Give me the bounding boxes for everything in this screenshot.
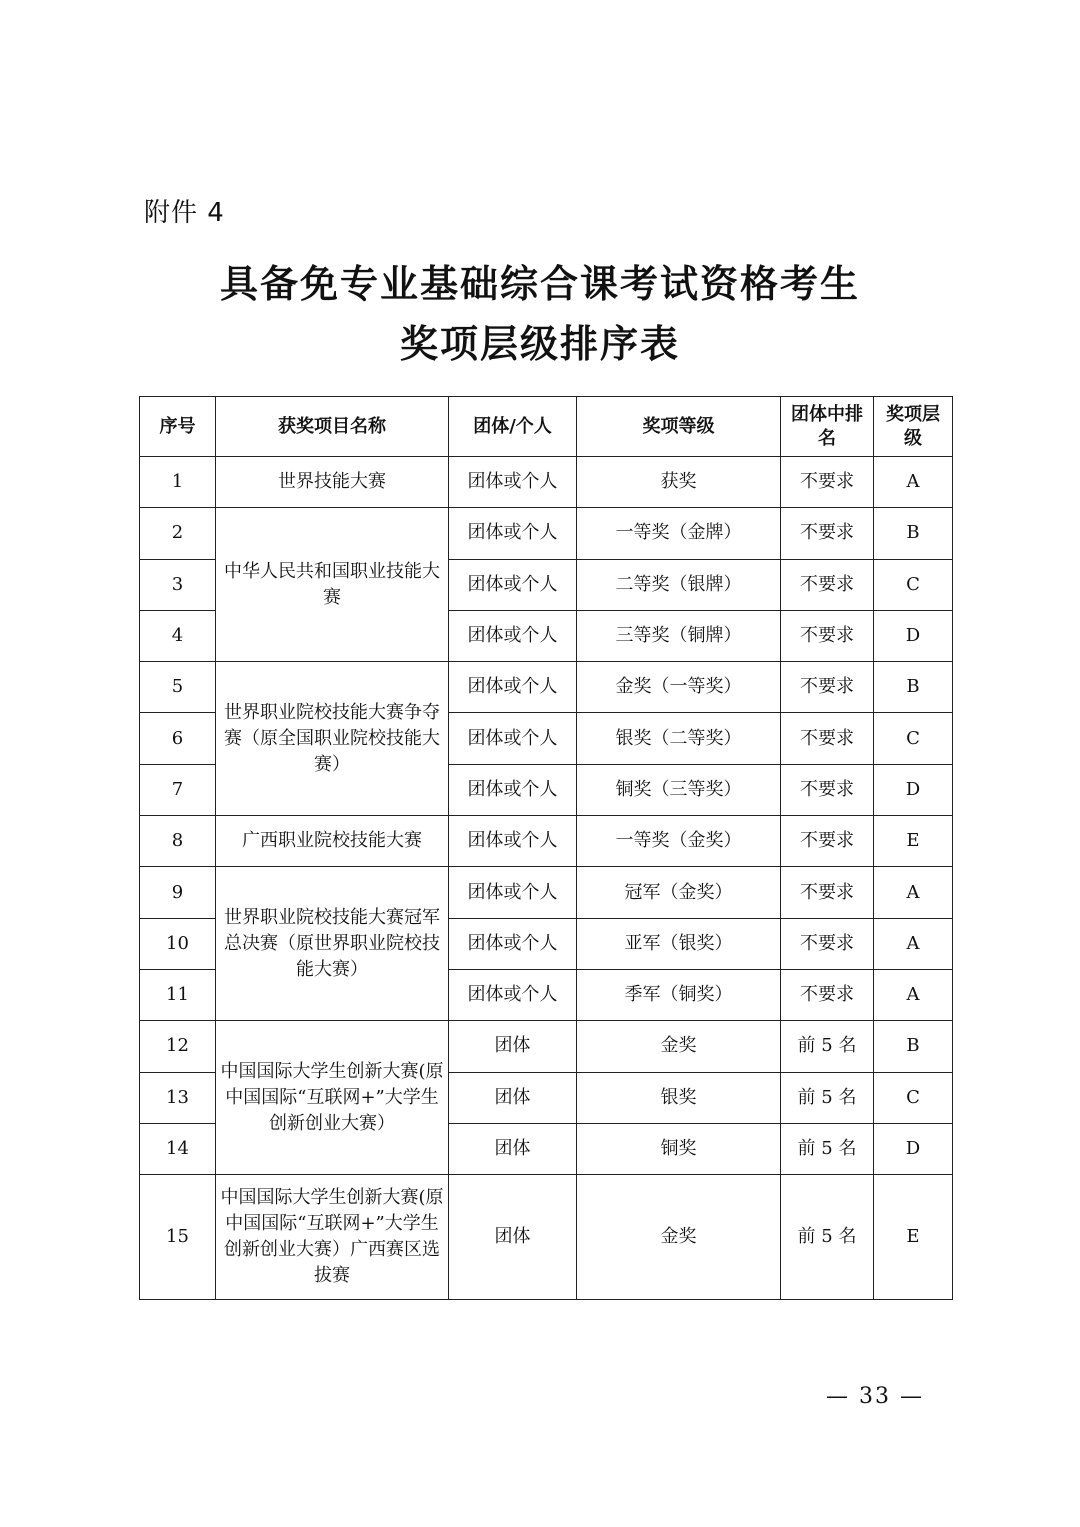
cell-level: D — [874, 764, 953, 815]
cell-no: 9 — [140, 867, 216, 918]
cell-project-name: 中华人民共和国职业技能大赛 — [216, 508, 449, 662]
cell-team-rank: 不要求 — [781, 713, 874, 764]
header-no: 序号 — [140, 397, 216, 457]
cell-type: 团体或个人 — [449, 918, 577, 969]
cell-team-rank: 前 5 名 — [781, 1072, 874, 1123]
cell-type: 团体 — [449, 1175, 577, 1300]
cell-grade: 一等奖（金奖） — [577, 816, 781, 867]
cell-level: D — [874, 610, 953, 661]
page-number: — 33 — — [826, 1384, 924, 1409]
cell-no: 13 — [140, 1072, 216, 1123]
cell-grade: 一等奖（金牌） — [577, 508, 781, 559]
table-row — [140, 662, 953, 713]
cell-no: 5 — [140, 662, 216, 713]
cell-team-rank: 不要求 — [781, 918, 874, 969]
cell-level: B — [874, 508, 953, 559]
cell-type: 团体或个人 — [449, 662, 577, 713]
cell-type: 团体 — [449, 1072, 577, 1123]
cell-no: 6 — [140, 713, 216, 764]
cell-no: 7 — [140, 764, 216, 815]
cell-no: 11 — [140, 969, 216, 1020]
cell-grade: 三等奖（铜牌） — [577, 610, 781, 661]
cell-type: 团体 — [449, 1021, 577, 1072]
cell-grade: 铜奖（三等奖） — [577, 764, 781, 815]
cell-level: A — [874, 918, 953, 969]
cell-project-name: 中国国际大学生创新大赛(原中国国际“互联网+”大学生创新创业大赛）广西赛区选拔赛 — [216, 1175, 449, 1300]
cell-type: 团体或个人 — [449, 969, 577, 1020]
cell-level: B — [874, 1021, 953, 1072]
header-type: 团体/个人 — [449, 397, 577, 457]
cell-level: C — [874, 1072, 953, 1123]
cell-team-rank: 不要求 — [781, 867, 874, 918]
cell-project-name: 广西职业院校技能大赛 — [216, 816, 449, 867]
table-header-row — [140, 397, 953, 457]
cell-team-rank: 不要求 — [781, 457, 874, 508]
cell-team-rank: 前 5 名 — [781, 1175, 874, 1300]
cell-no: 15 — [140, 1175, 216, 1300]
cell-type: 团体或个人 — [449, 508, 577, 559]
header-team-rank: 团体中排名 — [781, 397, 874, 457]
header-level: 奖项层级 — [874, 397, 953, 457]
cell-project-name: 世界技能大赛 — [216, 457, 449, 508]
cell-type: 团体 — [449, 1123, 577, 1174]
cell-no: 4 — [140, 610, 216, 661]
cell-grade: 二等奖（银牌） — [577, 559, 781, 610]
cell-type: 团体或个人 — [449, 867, 577, 918]
cell-no: 10 — [140, 918, 216, 969]
cell-type: 团体或个人 — [449, 457, 577, 508]
cell-level: A — [874, 969, 953, 1020]
cell-level: E — [874, 1175, 953, 1300]
cell-level: C — [874, 559, 953, 610]
table-row — [140, 457, 953, 508]
cell-grade: 冠军（金奖） — [577, 867, 781, 918]
cell-type: 团体或个人 — [449, 764, 577, 815]
cell-no: 3 — [140, 559, 216, 610]
cell-team-rank: 不要求 — [781, 969, 874, 1020]
cell-team-rank: 不要求 — [781, 610, 874, 661]
cell-grade: 铜奖 — [577, 1123, 781, 1174]
cell-no: 2 — [140, 508, 216, 559]
cell-project-name: 世界职业院校技能大赛冠军总决赛（原世界职业院校技能大赛） — [216, 867, 449, 1021]
cell-team-rank: 不要求 — [781, 764, 874, 815]
cell-project-name: 世界职业院校技能大赛争夺赛（原全国职业院校技能大赛） — [216, 662, 449, 816]
cell-type: 团体或个人 — [449, 816, 577, 867]
cell-no: 8 — [140, 816, 216, 867]
cell-grade: 金奖 — [577, 1175, 781, 1300]
cell-team-rank: 不要求 — [781, 662, 874, 713]
cell-level: A — [874, 867, 953, 918]
table-row — [140, 816, 953, 867]
table-row — [140, 508, 953, 559]
table-row — [140, 867, 953, 918]
cell-team-rank: 前 5 名 — [781, 1021, 874, 1072]
cell-team-rank: 不要求 — [781, 559, 874, 610]
cell-type: 团体或个人 — [449, 713, 577, 764]
cell-grade: 银奖 — [577, 1072, 781, 1123]
cell-type: 团体或个人 — [449, 610, 577, 661]
cell-level: A — [874, 457, 953, 508]
cell-grade: 金奖 — [577, 1021, 781, 1072]
cell-type: 团体或个人 — [449, 559, 577, 610]
page-title: 具备免专业基础综合课考试资格考生 — [219, 262, 860, 306]
cell-level: E — [874, 816, 953, 867]
cell-grade: 获奖 — [577, 457, 781, 508]
cell-no: 12 — [140, 1021, 216, 1072]
cell-level: C — [874, 713, 953, 764]
cell-grade: 季军（铜奖） — [577, 969, 781, 1020]
attachment-label: 附件 4 — [144, 198, 225, 228]
cell-grade: 金奖（一等奖） — [577, 662, 781, 713]
table-body — [140, 457, 953, 1300]
cell-no: 14 — [140, 1123, 216, 1174]
table-row — [140, 1021, 953, 1072]
table-row — [140, 1175, 953, 1300]
cell-grade: 银奖（二等奖） — [577, 713, 781, 764]
header-grade: 奖项等级 — [577, 397, 781, 457]
cell-level: B — [874, 662, 953, 713]
cell-team-rank: 不要求 — [781, 508, 874, 559]
cell-team-rank: 不要求 — [781, 816, 874, 867]
page-subtitle: 奖项层级排序表 — [399, 322, 680, 366]
cell-project-name: 中国国际大学生创新大赛(原中国国际“互联网+”大学生创新创业大赛） — [216, 1021, 449, 1175]
cell-no: 1 — [140, 457, 216, 508]
cell-team-rank: 前 5 名 — [781, 1123, 874, 1174]
cell-level: D — [874, 1123, 953, 1174]
header-project: 获奖项目名称 — [216, 397, 449, 457]
award-level-table — [139, 396, 953, 1300]
cell-grade: 亚军（银奖） — [577, 918, 781, 969]
